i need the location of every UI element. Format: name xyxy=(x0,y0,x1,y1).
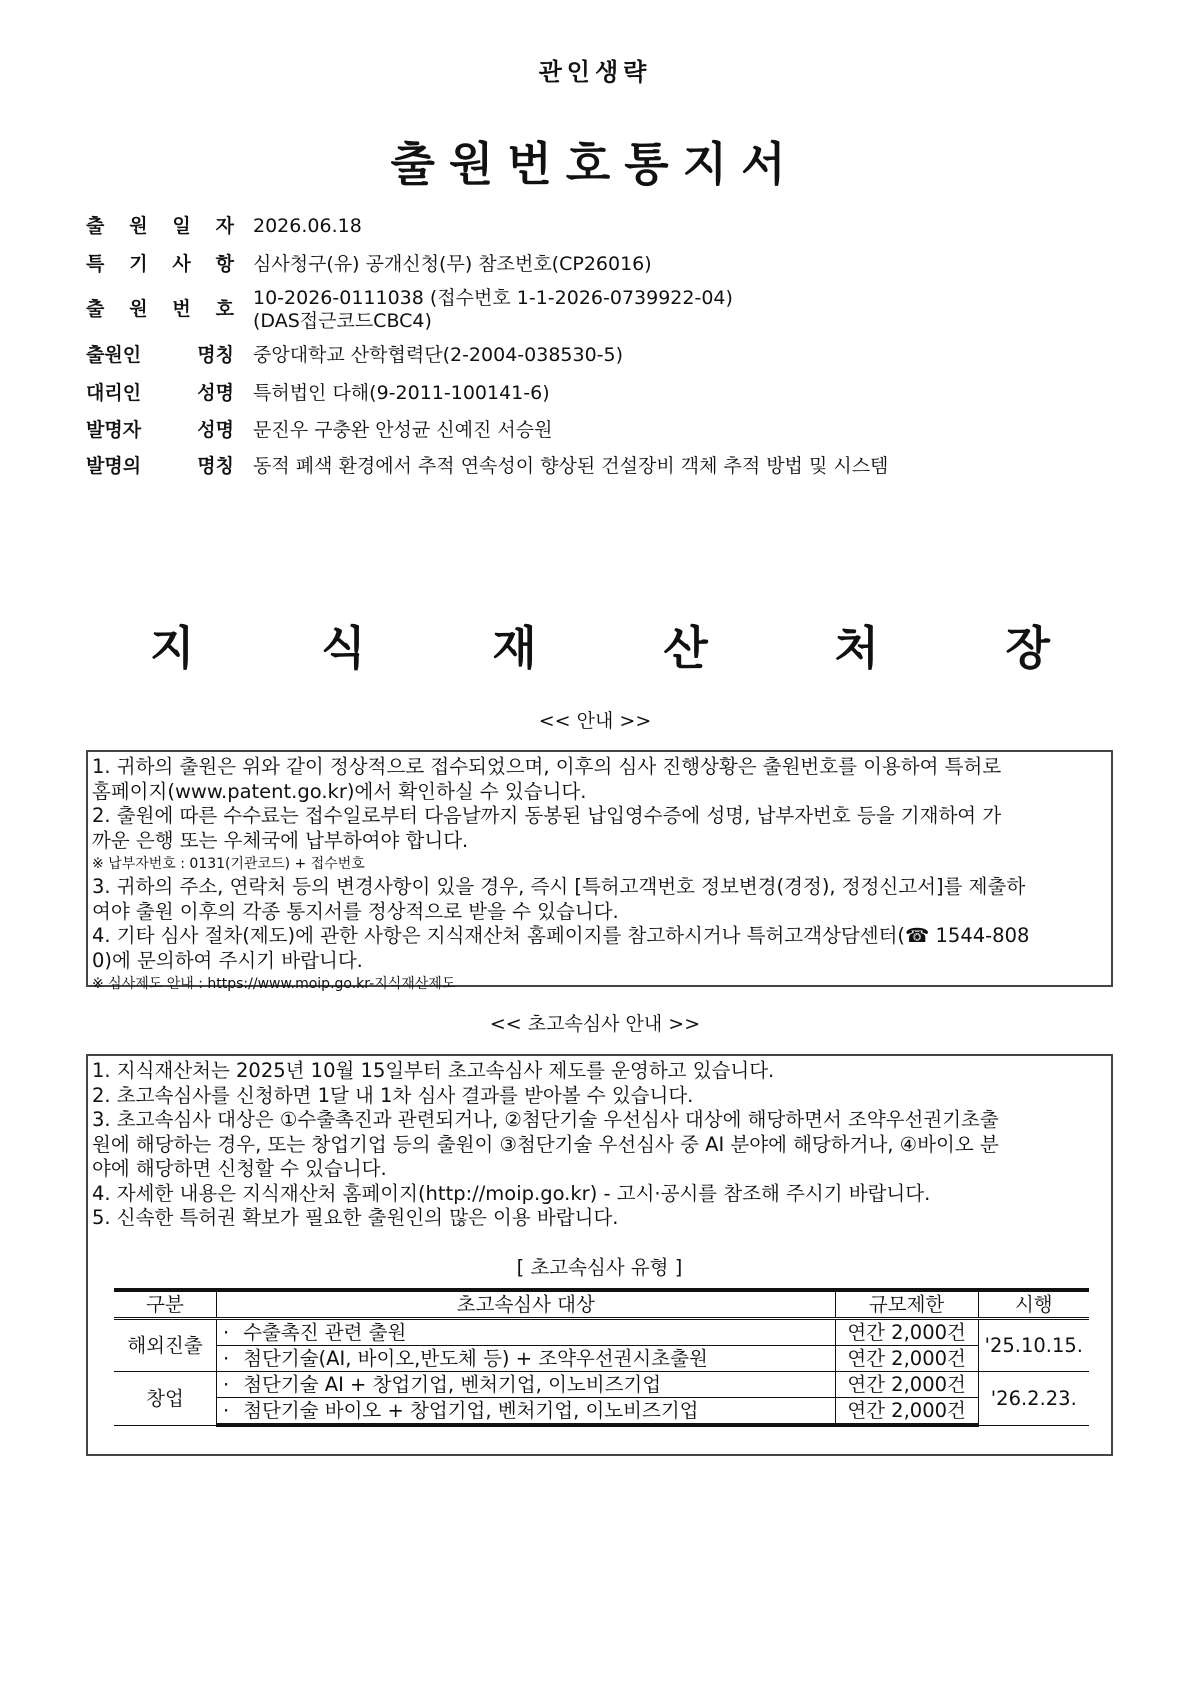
notice-line: 까운 은행 또는 우체국에 납부하여야 합니다. xyxy=(92,828,469,852)
category-cell: 창업 xyxy=(114,1372,217,1426)
column-header: 규모제한 xyxy=(835,1290,978,1319)
info-label-part: 출 xyxy=(86,215,105,237)
notice-heading: << 안내 >> xyxy=(538,710,652,732)
seal-omitted-label: 관인생략 xyxy=(538,58,652,86)
document-title: 출원번호통지서 xyxy=(390,137,800,191)
notice-note: ※ 심사제도 안내 : https://www.moip.go.kr-지식재산제도 xyxy=(92,976,456,992)
info-value-line: 동적 폐색 환경에서 추적 연속성이 향상된 건설장비 객체 추적 방법 및 시스템 xyxy=(253,455,889,477)
fasttrack-line: 원에 해당하는 경우, 또는 창업기업 등의 출원이 ③첨단기술 우선심사 중 AI 분야에 해당하거나, ④바이오 분 xyxy=(92,1132,999,1156)
info-label-part: 출원인 xyxy=(86,344,142,366)
info-label-part: 항 xyxy=(215,253,234,275)
info-label-part: 발명자 xyxy=(86,419,142,441)
info-label-part: 기 xyxy=(129,253,148,275)
info-label-part: 특 xyxy=(86,253,105,275)
column-header: 시행 xyxy=(978,1290,1089,1319)
limit-cell: 연간 2,000건 xyxy=(835,1346,978,1372)
limit-cell: 연간 2,000건 xyxy=(835,1398,978,1426)
issuer-char: 지 xyxy=(150,621,195,675)
fasttrack-line: 1. 지식재산처는 2025년 10월 15일부터 초고속심사 제도를 운영하고 있습니다. xyxy=(92,1059,775,1082)
target-text: 첨단기술 바이오 + 창업기업, 벤처기업, 이노비즈기업 xyxy=(243,1399,699,1422)
info-label-part: 원 xyxy=(129,215,148,237)
table-row xyxy=(114,1372,1089,1398)
info-value xyxy=(253,344,1113,367)
fasttrack-line: 3. 초고속심사 대상은 ①수출촉진과 관련되거나, ②첨단기술 우선심사 대상에 해당하면서 조약우선권기초출 xyxy=(92,1108,999,1131)
notice-line: 3. 귀하의 주소, 연락처 등의 변경사항이 있을 경우, 즉시 [특허고객번호 정보변경(경정), 정정신고서]를 제출하 xyxy=(92,875,1026,898)
fasttrack-box xyxy=(86,1054,1113,1456)
target-cell xyxy=(217,1346,836,1372)
info-label xyxy=(86,419,234,442)
info-value xyxy=(253,419,1113,442)
notice-note: ※ 납부자번호 : 0131(기관코드) + 접수번호 xyxy=(92,856,365,872)
info-value xyxy=(253,215,1113,238)
bullet: · xyxy=(223,1399,230,1422)
fasttrack-line: 2. 초고속심사를 신청하면 1달 내 1차 심사 결과를 받아볼 수 있습니다. xyxy=(92,1083,694,1107)
info-value-line: 특허법인 다해(9-2011-100141-6) xyxy=(253,382,550,404)
info-value-line: (DAS접근코드CBC4) xyxy=(253,310,432,332)
issuer-char: 재 xyxy=(492,621,537,675)
info-value-line: 중앙대학교 산학협력단(2-2004-038530-5) xyxy=(253,344,624,366)
info-label-part: 성명 xyxy=(197,382,234,404)
info-label-part: 출 xyxy=(86,298,105,320)
info-label-part: 성명 xyxy=(197,419,234,441)
notice-line: 4. 기타 심사 절차(제도)에 관한 사항은 지식재산처 홈페이지를 참고하시거나 특허고객상담센터(☎ 1544-808 xyxy=(92,924,1030,947)
limit-cell: 연간 2,000건 xyxy=(835,1319,978,1346)
info-label xyxy=(86,344,234,367)
fasttrack-heading: << 초고속심사 안내 >> xyxy=(489,1013,701,1035)
issuer-signature xyxy=(150,612,1050,678)
bullet: · xyxy=(223,1347,230,1370)
info-label-part: 번 xyxy=(172,298,191,320)
fasttrack-line: 5. 신속한 특허권 확보가 필요한 출원인의 많은 이용 바랍니다. xyxy=(92,1206,619,1229)
notice-line: 1. 귀하의 출원은 위와 같이 정상적으로 접수되었으며, 이후의 심사 진행상황은 출원번호를 이용하여 특허로 xyxy=(92,755,1002,778)
info-value xyxy=(253,455,1113,478)
info-label xyxy=(86,215,234,238)
bullet: · xyxy=(223,1373,230,1396)
info-label xyxy=(86,253,234,276)
table-row xyxy=(114,1319,1089,1346)
target-cell xyxy=(217,1372,836,1398)
notice-box xyxy=(86,750,1113,992)
info-label-part: 자 xyxy=(215,215,234,237)
info-value xyxy=(253,287,1113,333)
info-label-part: 사 xyxy=(172,253,191,275)
info-value-line: 2026.06.18 xyxy=(253,215,362,237)
info-value xyxy=(253,253,1113,276)
target-text: 첨단기술(AI, 바이오,반도체 등) + 조약우선권시초출원 xyxy=(243,1347,708,1370)
issuer-char: 식 xyxy=(321,621,366,675)
category-cell: 해외진출 xyxy=(114,1319,217,1372)
info-label-part: 원 xyxy=(129,298,148,320)
target-text: 수출촉진 관련 출원 xyxy=(243,1321,407,1344)
column-header: 구분 xyxy=(114,1290,217,1319)
info-label-part: 대리인 xyxy=(86,382,142,404)
info-value-line: 10-2026-0111038 (접수번호 1-1-2026-0739922-04) xyxy=(253,287,733,309)
date-cell: '25.10.15. xyxy=(978,1319,1089,1372)
target-text: 첨단기술 AI + 창업기업, 벤처기업, 이노비즈기업 xyxy=(243,1373,662,1396)
target-cell xyxy=(217,1319,836,1346)
info-label-part: 일 xyxy=(172,215,191,237)
info-label-part: 명칭 xyxy=(197,455,234,477)
date-cell: '26.2.23. xyxy=(978,1372,1089,1426)
bullet: · xyxy=(223,1321,230,1344)
issuer-char: 장 xyxy=(1005,621,1050,675)
column-header: 초고속심사 대상 xyxy=(217,1290,836,1319)
info-value-line: 문진우 구충완 안성균 신예진 서승원 xyxy=(253,419,553,441)
info-label xyxy=(86,382,234,405)
notice-line: 여야 출원 이후의 각종 통지서를 정상적으로 받을 수 있습니다. xyxy=(92,899,619,923)
notice-line: 0)에 문의하여 주시기 바랍니다. xyxy=(92,948,363,972)
fasttrack-list xyxy=(92,1059,1107,1231)
notice-line: 홈페이지(www.patent.go.kr)에서 확인하실 수 있습니다. xyxy=(92,779,587,803)
table-header-row xyxy=(114,1290,1089,1319)
info-label-part: 명칭 xyxy=(197,344,234,366)
issuer-char: 산 xyxy=(663,621,708,675)
notice-line: 2. 출원에 따른 수수료는 접수일로부터 다음날까지 동봉된 납입영수증에 성명, 납부자번호 등을 기재하여 가 xyxy=(92,804,1002,827)
info-value xyxy=(253,382,1113,405)
table-row xyxy=(114,1398,1089,1426)
info-label xyxy=(86,298,234,321)
fasttrack-types-table xyxy=(114,1288,1089,1427)
info-label-part: 발명의 xyxy=(86,455,142,477)
table-title: [ 초고속심사 유형 ] xyxy=(516,1256,683,1279)
issuer-char: 처 xyxy=(834,621,879,675)
limit-cell: 연간 2,000건 xyxy=(835,1372,978,1398)
fasttrack-line: 4. 자세한 내용은 지식재산처 홈페이지(http://moip.go.kr) - 고시·공시를 참조해 주시기 바랍니다. xyxy=(92,1181,931,1205)
table-row xyxy=(114,1346,1089,1372)
fasttrack-line: 야에 해당하면 신청할 수 있습니다. xyxy=(92,1157,387,1180)
info-label-part: 호 xyxy=(215,298,234,320)
target-cell xyxy=(217,1398,836,1426)
info-value-line: 심사청구(유) 공개신청(무) 참조번호(CP26016) xyxy=(253,253,652,275)
info-label xyxy=(86,455,234,478)
